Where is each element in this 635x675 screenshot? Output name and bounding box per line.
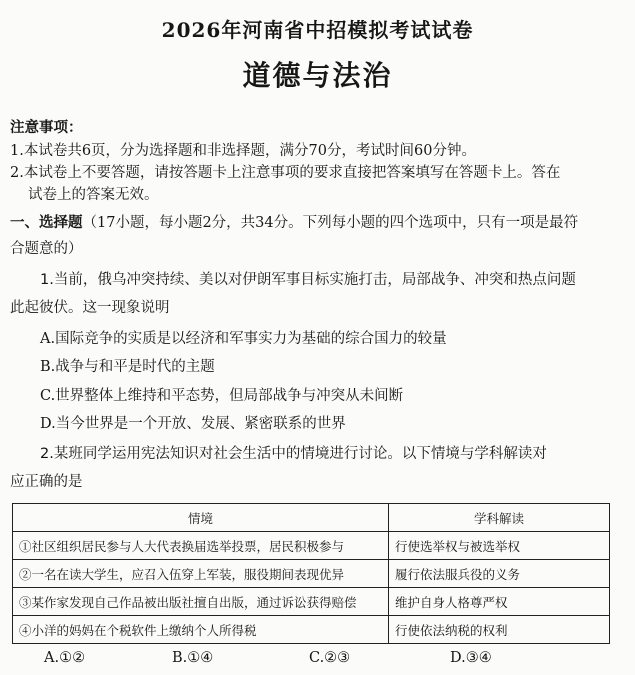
scenario-table — [12, 503, 610, 644]
scenario-cell: ④小洋的妈妈在个税软件上缴纳个人所得税 — [13, 616, 389, 644]
interpretation-cell: 履行依法服兵役的义务 — [389, 560, 610, 588]
table-header-row — [13, 504, 610, 532]
note-item-1: 1.本试卷共6页，分为选择题和非选择题，满分70分，考试时间60分钟。 — [10, 143, 476, 159]
exam-title: 2026年河南省中招模拟考试试卷 — [161, 18, 474, 42]
header-scenario: 情境 — [13, 504, 389, 532]
scenario-cell: ②一名在读大学生，应召入伍穿上军装，服役期间表现优异 — [13, 560, 389, 588]
note-item-2-cont: 试卷上的答案无效。 — [28, 187, 159, 203]
q2-choices — [0, 650, 635, 670]
q2-stem: 2.某班同学运用宪法知识对社会生活中的情境进行讨论。以下情境与学科解读对 — [40, 446, 547, 462]
note-item-2: 2.本试卷上不要答题，请按答题卡上注意事项的要求直接把答案填写在答题卡上。答在 — [10, 165, 561, 181]
table-row — [13, 560, 610, 588]
notes-heading: 注意事项： — [10, 119, 83, 136]
scenario-cell: ③某作家发现自己作品被出版社擅自出版，通过诉讼获得赔偿 — [13, 588, 389, 616]
q1-option-d: D.当今世界是一个开放、发展、紧密联系的世界 — [40, 416, 346, 432]
scenario-cell: ①社区组织居民参与人大代表换届选举投票，居民积极参与 — [13, 532, 389, 560]
section-desc-cont: 合题意的） — [10, 241, 83, 257]
section-desc: （17小题，每小题2分，共34分。下列每小题的四个选项中，只有一项是最符 — [82, 215, 579, 231]
table-row — [13, 532, 610, 560]
table-row — [13, 616, 610, 644]
q1-stem-cont: 此起彼伏。这一现象说明 — [10, 300, 170, 316]
q2-stem-cont: 应正确的是 — [10, 474, 83, 490]
q2-choice-d: D.③④ — [450, 650, 492, 666]
interpretation-cell: 维护自身人格尊严权 — [389, 588, 610, 616]
section-heading: 一、选择题 — [10, 214, 83, 231]
interpretation-cell: 行使依法纳税的权利 — [389, 616, 610, 644]
q1-option-a: A.国际竞争的实质是以经济和军事实力为基础的综合国力的较量 — [40, 331, 447, 347]
q1-option-c: C.世界整体上维持和平态势，但局部战争与冲突从未间断 — [40, 388, 404, 404]
q2-choice-c: C.②③ — [309, 650, 351, 666]
section-intro — [10, 211, 578, 232]
table-row — [13, 588, 610, 616]
q2-choice-a: A.①② — [44, 650, 86, 666]
q1-option-b: B.战争与和平是时代的主题 — [40, 359, 215, 375]
q1-stem: 1.当前，俄乌冲突持续、美以对伊朗军事目标实施打击，局部战争、冲突和热点问题 — [40, 272, 576, 288]
header-interpretation: 学科解读 — [389, 504, 610, 532]
q2-choice-b: B.①④ — [172, 650, 214, 666]
subject-title: 道德与法治 — [242, 59, 393, 92]
interpretation-cell: 行使选举权与被选举权 — [389, 532, 610, 560]
